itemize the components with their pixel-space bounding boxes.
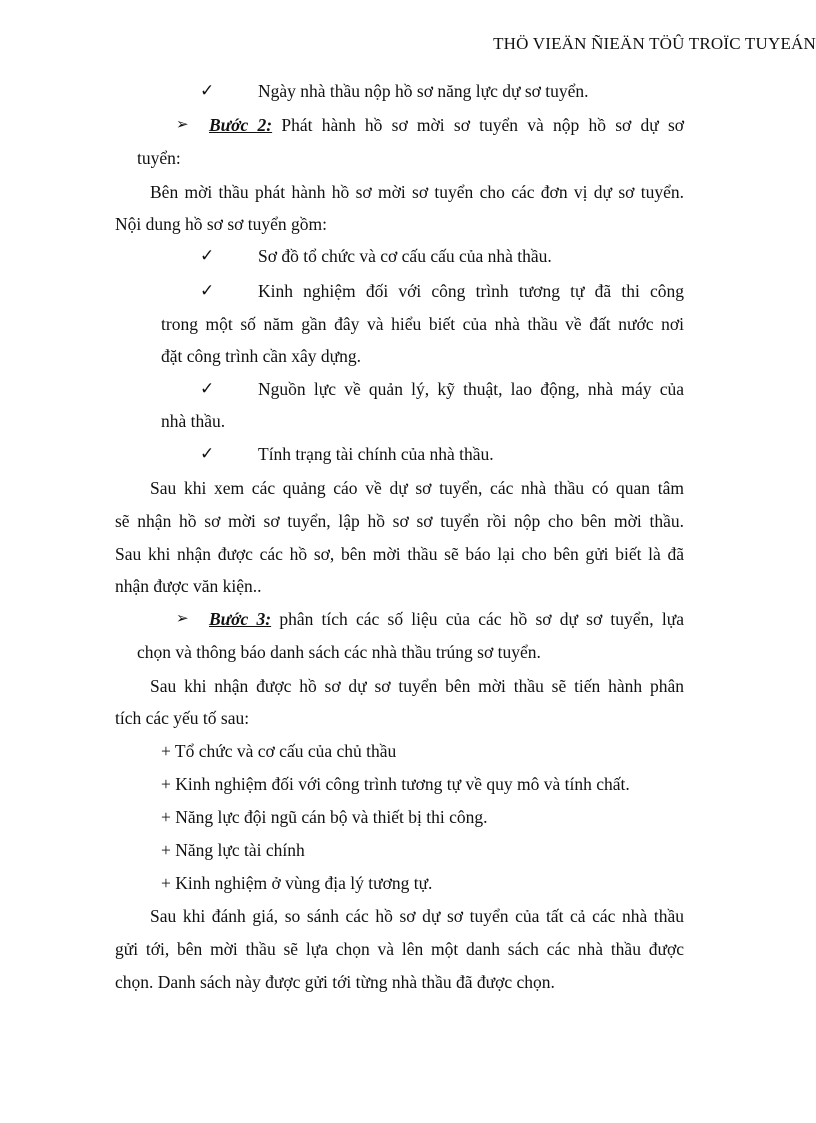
paragraph-line: Sau khi nhận được các hồ sơ, bên mời thầu sẽ báo lại cho bên gửi biết là đã — [115, 544, 684, 564]
checklist-item-cont: trong một số năm gần đây và hiểu biết của nhà thầu về đất nước nơi — [161, 314, 684, 334]
paragraph-line: gửi tới, bên mời thầu sẽ lựa chọn và lên một danh sách các nhà thầu được — [115, 939, 684, 959]
step-text-cont: chọn và thông báo danh sách các nhà thầu trúng sơ tuyển. — [137, 642, 541, 662]
paragraph-line: Bên mời thầu phát hành hồ sơ mời sơ tuyển cho các đơn vị dự sơ tuyển. — [150, 182, 684, 202]
check-icon: ✓ — [200, 246, 215, 265]
step-heading — [209, 114, 684, 136]
step-text: Phát hành hồ sơ mời sơ tuyển và nộp hồ sơ dự sơ — [281, 115, 685, 135]
check-icon: ✓ — [200, 281, 215, 300]
checklist-item: Nguồn lực về quản lý, kỹ thuật, lao động, nhà máy của — [258, 379, 684, 399]
check-icon: ✓ — [200, 81, 215, 100]
step-text-cont: tuyển: — [137, 148, 181, 168]
checklist-item-cont: nhà thầu. — [161, 411, 226, 431]
checklist-item: Tính trạng tài chính của nhà thầu. — [258, 444, 494, 464]
paragraph-line: sẽ nhận hồ sơ mời sơ tuyển, lập hồ sơ sơ tuyển rồi nộp cho bên mời thầu. — [115, 511, 684, 531]
check-icon: ✓ — [200, 444, 215, 463]
plus-list-item: + Năng lực tài chính — [161, 840, 305, 860]
step-label: Bước 3: — [209, 609, 272, 629]
paragraph-line: chọn. Danh sách này được gửi tới từng nhà thầu đã được chọn. — [115, 972, 555, 992]
arrow-bullet-icon: ➢ — [176, 117, 189, 133]
paragraph-line: Sau khi xem các quảng cáo về dự sơ tuyển, các nhà thầu có quan tâm — [150, 478, 684, 498]
arrow-bullet-icon: ➢ — [176, 611, 189, 627]
step-label: Bước 2: — [209, 115, 273, 135]
step-heading — [209, 608, 684, 630]
checklist-item: Kinh nghiệm đối với công trình tương tự đã thi công — [258, 281, 684, 301]
paragraph-line: tích các yếu tố sau: — [115, 708, 250, 728]
page-header: THÖ VIEÄN ÑIEÄN TÖÛ TROÏC TUYEÁN — [493, 34, 816, 53]
check-icon: ✓ — [200, 379, 215, 398]
paragraph-line: Nội dung hồ sơ sơ tuyển gồm: — [115, 214, 327, 234]
paragraph-line: Sau khi đánh giá, so sánh các hồ sơ dự sơ tuyển của tất cả các nhà thầu — [150, 906, 684, 926]
paragraph-line: Sau khi nhận được hồ sơ dự sơ tuyển bên mời thầu sẽ tiến hành phân — [150, 676, 684, 696]
paragraph-line: nhận được văn kiện.. — [115, 576, 262, 596]
checklist-item-cont: đặt công trình cần xây dựng. — [161, 346, 361, 366]
plus-list-item: + Kinh nghiệm đối với công trình tương tự về quy mô và tính chất. — [161, 774, 630, 794]
plus-list-item: + Tổ chức và cơ cấu của chủ thầu — [161, 741, 397, 761]
checklist-item: Sơ đồ tổ chức và cơ cấu cấu của nhà thầu. — [258, 246, 552, 266]
plus-list-item: + Kinh nghiệm ở vùng địa lý tương tự. — [161, 873, 433, 893]
checklist-item: Ngày nhà thầu nộp hồ sơ năng lực dự sơ tuyển. — [258, 81, 589, 101]
step-text: phân tích các số liệu của các hồ sơ dự sơ tuyển, lựa — [279, 609, 685, 629]
plus-list-item: + Năng lực đội ngũ cán bộ và thiết bị thi công. — [161, 807, 488, 827]
